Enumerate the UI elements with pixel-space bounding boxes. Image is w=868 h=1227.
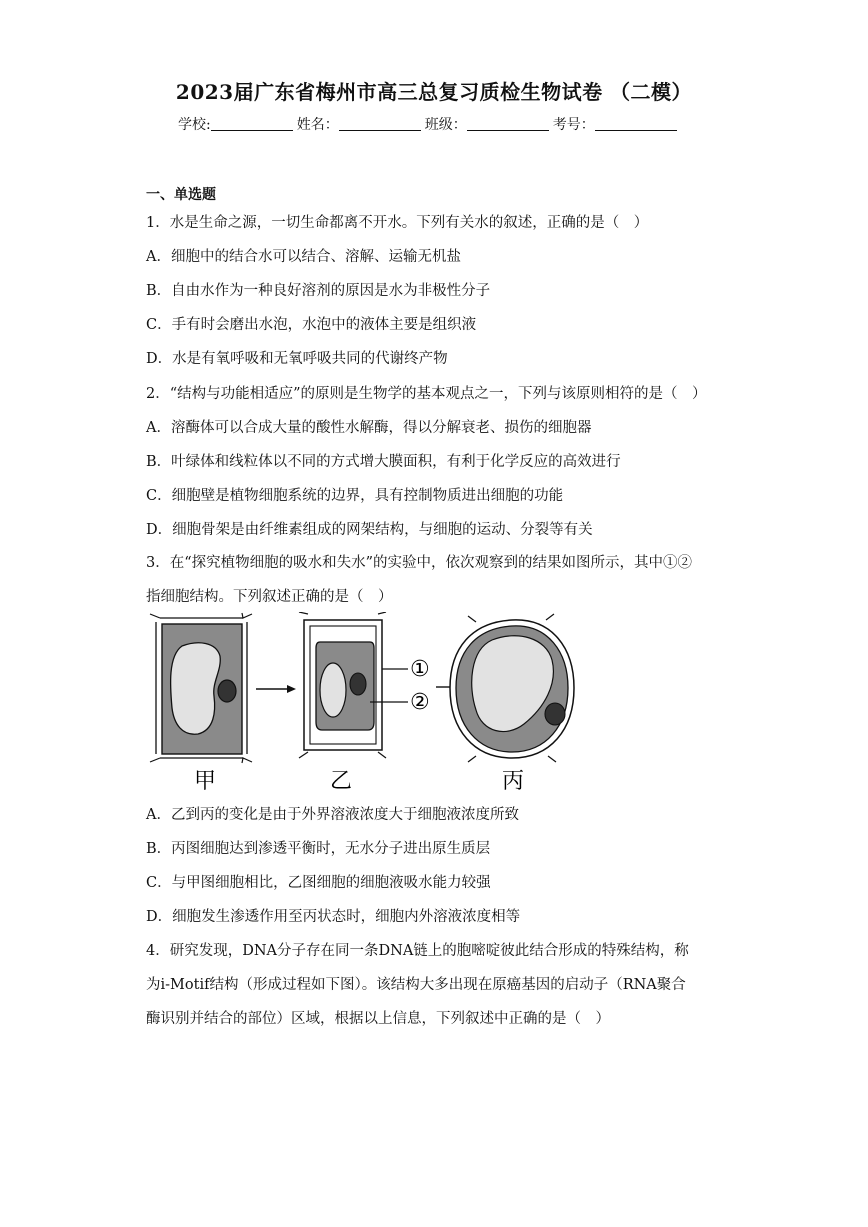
label-jia: 甲 [194, 769, 217, 794]
question-3-stem-line-2: 指细胞结构。下列叙述正确的是（ ） [146, 589, 393, 605]
number-label: 考号： [552, 117, 595, 133]
question-2-option-d: D．细胞骨架是由纤维素组成的网架结构，与细胞的运动、分裂等有关 [146, 522, 593, 538]
question-1-option-a: A．细胞中的结合水可以结合、溶解、运输无机盐 [146, 249, 461, 265]
question-3-option-d: D．细胞发生渗透作用至丙状态时，细胞内外溶液浓度相等 [146, 909, 521, 925]
question-2-stem: 2．“结构与功能相适应”的原则是生物学的基本观点之一，下列与该原则相符的是（ ） [146, 386, 707, 402]
section-title: 一、单选题 [146, 187, 216, 203]
label-bing: 丙 [502, 769, 525, 794]
question-3-option-c: C．与甲图细胞相比，乙图细胞的细胞液吸水能力较强 [146, 875, 491, 891]
question-1-stem: 1．水是生命之源，一切生命都离不开水。下列有关水的叙述，正确的是（ ） [146, 215, 649, 231]
question-2-option-a: A．溶酶体可以合成大量的酸性水解酶，得以分解衰老、损伤的细胞器 [146, 420, 592, 436]
cell-yi [299, 612, 408, 758]
question-4-stem-line-3: 酶识别并结合的部位）区域，根据以上信息，下列叙述中正确的是（ ） [146, 1011, 610, 1027]
class-blank[interactable] [467, 116, 549, 131]
cell-bing [450, 614, 574, 762]
exam-title: 2023届广东省梅州市高三总复习质检生物试卷 （二模） [175, 80, 693, 104]
name-label: 姓名： [296, 117, 339, 133]
class-label: 班级： [424, 117, 467, 133]
question-2-option-c: C．细胞壁是植物细胞系统的边界，具有控制物质进出细胞的功能 [146, 488, 564, 504]
question-3-option-b: B．丙图细胞达到渗透平衡时，无水分子进出原生质层 [146, 841, 491, 857]
question-4-stem-line-1: 4．研究发现，DNA分子存在同一条DNA链上的胞嘧啶彼此结合形成的特殊结构，称 [146, 943, 689, 959]
cell-jia [150, 613, 252, 763]
label-yi: 乙 [330, 769, 353, 794]
arrow-jia-to-yi [256, 685, 296, 693]
school-blank[interactable] [211, 116, 293, 131]
question-4-stem-line-2: 为i-Motif结构（形成过程如下图）。该结构大多出现在原癌基因的启动子（RNA聚合 [146, 977, 686, 993]
number-blank[interactable] [595, 116, 677, 131]
question-3-option-a: A．乙到丙的变化是由于外界溶液浓度大于细胞液浓度所致 [146, 807, 519, 823]
question-1-option-c: C．手有时会磨出水泡，水泡中的液体主要是组织液 [146, 317, 477, 333]
name-blank[interactable] [339, 116, 421, 131]
marker-2: ② [410, 690, 430, 715]
plant-cell-osmosis-figure [146, 612, 586, 798]
question-2-option-b: B．叶绿体和线粒体以不同的方式增大膜面积，有利于化学反应的高效进行 [146, 454, 621, 470]
question-1-option-b: B．自由水作为一种良好溶剂的原因是水为非极性分子 [146, 283, 491, 299]
question-1-option-d: D．水是有氧呼吸和无氧呼吸共同的代谢终产物 [146, 351, 448, 367]
marker-1: ① [410, 657, 430, 682]
school-label: 学校: [178, 117, 211, 133]
question-3-stem-line-1: 3．在“探究植物细胞的吸水和失水”的实验中，依次观察到的结果如图所示，其中①② [146, 555, 693, 571]
student-info-row [178, 114, 681, 134]
